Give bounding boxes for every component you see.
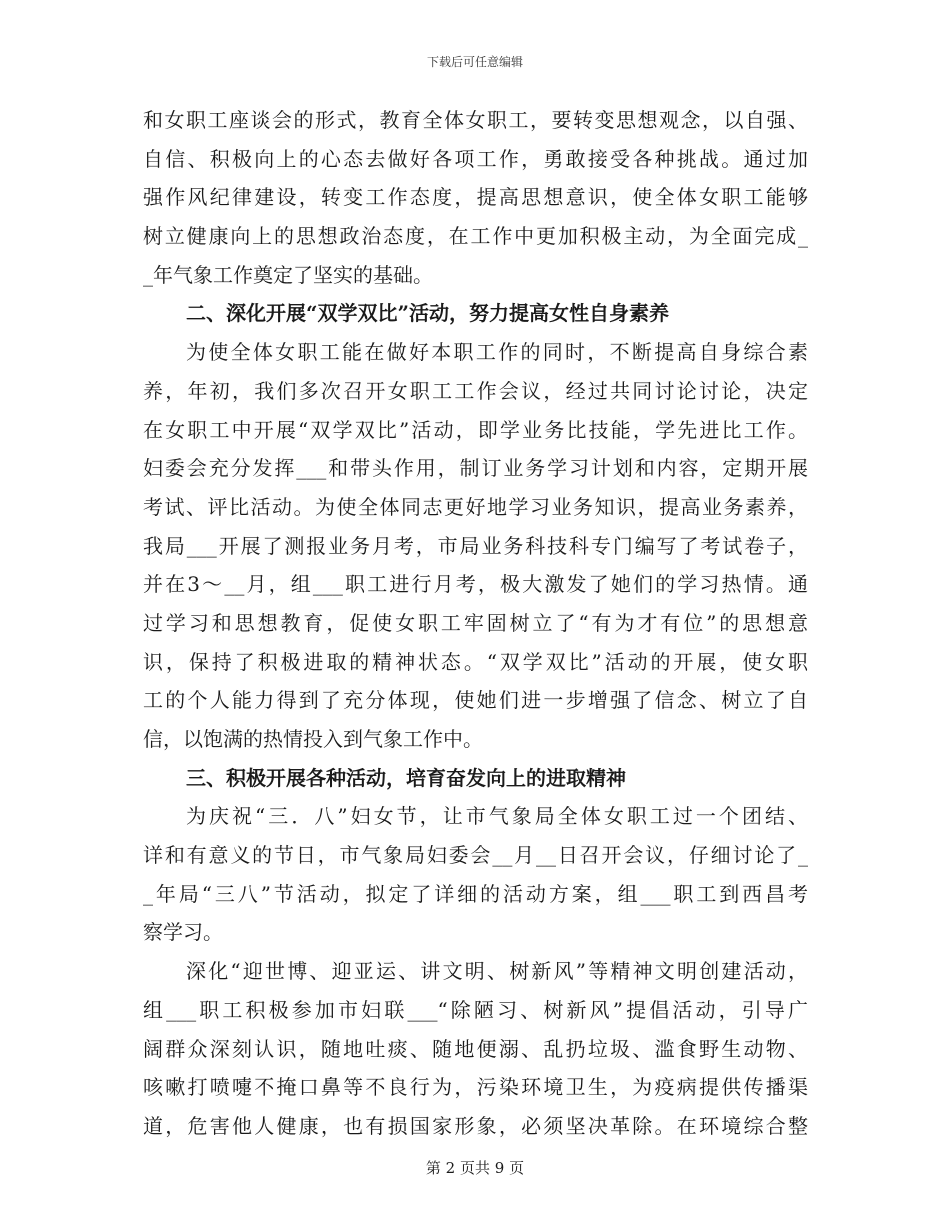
text-line: _年气象工作奠定了坚实的基础。 (143, 262, 433, 287)
text-line: 强作风纪律建设，转变工作态度，提高思想意识，使全体女职工能够 (143, 185, 808, 210)
section-heading: 三、积极开展各种活动，培育奋发向上的进取精神 (186, 765, 626, 790)
text-line: 自信、积极向上的心态去做好各项工作，勇敢接受各种挑战。通过加 (143, 146, 808, 171)
text-line: 识，保持了积极进取的精神状态。“双学双比”活动的开展，使女职 (143, 649, 808, 674)
text-line: 考试、评比活动。为使全体同志更好地学习业务知识，提高业务素养， (143, 494, 808, 519)
text-line: 察学习。 (143, 920, 223, 945)
text-line: 工的个人能力得到了充分体现，使她们进一步增强了信念、树立了自 (143, 688, 808, 713)
text-line: 为使全体女职工能在做好本职工作的同时，不断提高自身综合素 (186, 340, 808, 365)
text-line: 道，危害他人健康，也有损国家形象，必须坚决革除。在环境综合整 (143, 1113, 808, 1138)
text-line: 和女职工座谈会的形式，教育全体女职工，要转变思想观念，以自强、 (143, 108, 808, 132)
document-body (143, 101, 808, 1146)
text-line: 信，以饱满的热情投入到气象工作中。 (143, 727, 483, 751)
text-line: 养，年初，我们多次召开女职工工作会议，经过共同讨论讨论，决定 (143, 378, 808, 403)
section-heading: 二、深化开展“双学双比”活动，努力提高女性自身素养 (186, 301, 670, 326)
text-line: 阔群众深刻认识，随地吐痰、随地便溺、乱扔垃圾、滥食野生动物、 (143, 1036, 808, 1061)
text-line: 在女职工中开展“双学双比”活动，即学业务比技能，学先进比工作。 (143, 417, 808, 442)
text-line: 妇委会充分发挥___和带头作用，制订业务学习计划和内容，定期开展 (143, 456, 808, 481)
text-line: 过学习和思想教育，促使女职工牢固树立了“有为才有位”的思想意 (143, 610, 808, 635)
page-header: 下载后可任意编辑 (426, 55, 523, 69)
text-line: 详和有意义的节日，市气象局妇委会__月__日召开会议，仔细讨论了_ (143, 843, 808, 868)
text-line: 树立健康向上的思想政治态度，在工作中更加积极主动，为全面完成_ (143, 224, 808, 249)
text-line: 咳嗽打喷嚏不掩口鼻等不良行为，污染环境卫生，为疫病提供传播渠 (143, 1075, 808, 1100)
text-line: 深化“迎世博、迎亚运、讲文明、树新风”等精神文明创建活动， (186, 959, 808, 984)
text-line: 并在3～__月，组___职工进行月考，极大激发了她们的学习热情。通 (143, 572, 808, 597)
text-line: 组___职工积极参加市妇联___“除陋习、树新风”提倡活动，引导广 (143, 997, 808, 1022)
text-line: _年局“三八”节活动，拟定了详细的活动方案，组___职工到西昌考 (143, 881, 808, 906)
text-line: 为庆祝“三．八”妇女节，让市气象局全体女职工过一个团结、 (186, 804, 808, 829)
text-line: 我局___开展了测报业务月考，市局业务科技科专门编写了考试卷子， (143, 533, 808, 558)
page-number: 第 2 页共 9 页 (425, 1159, 525, 1177)
